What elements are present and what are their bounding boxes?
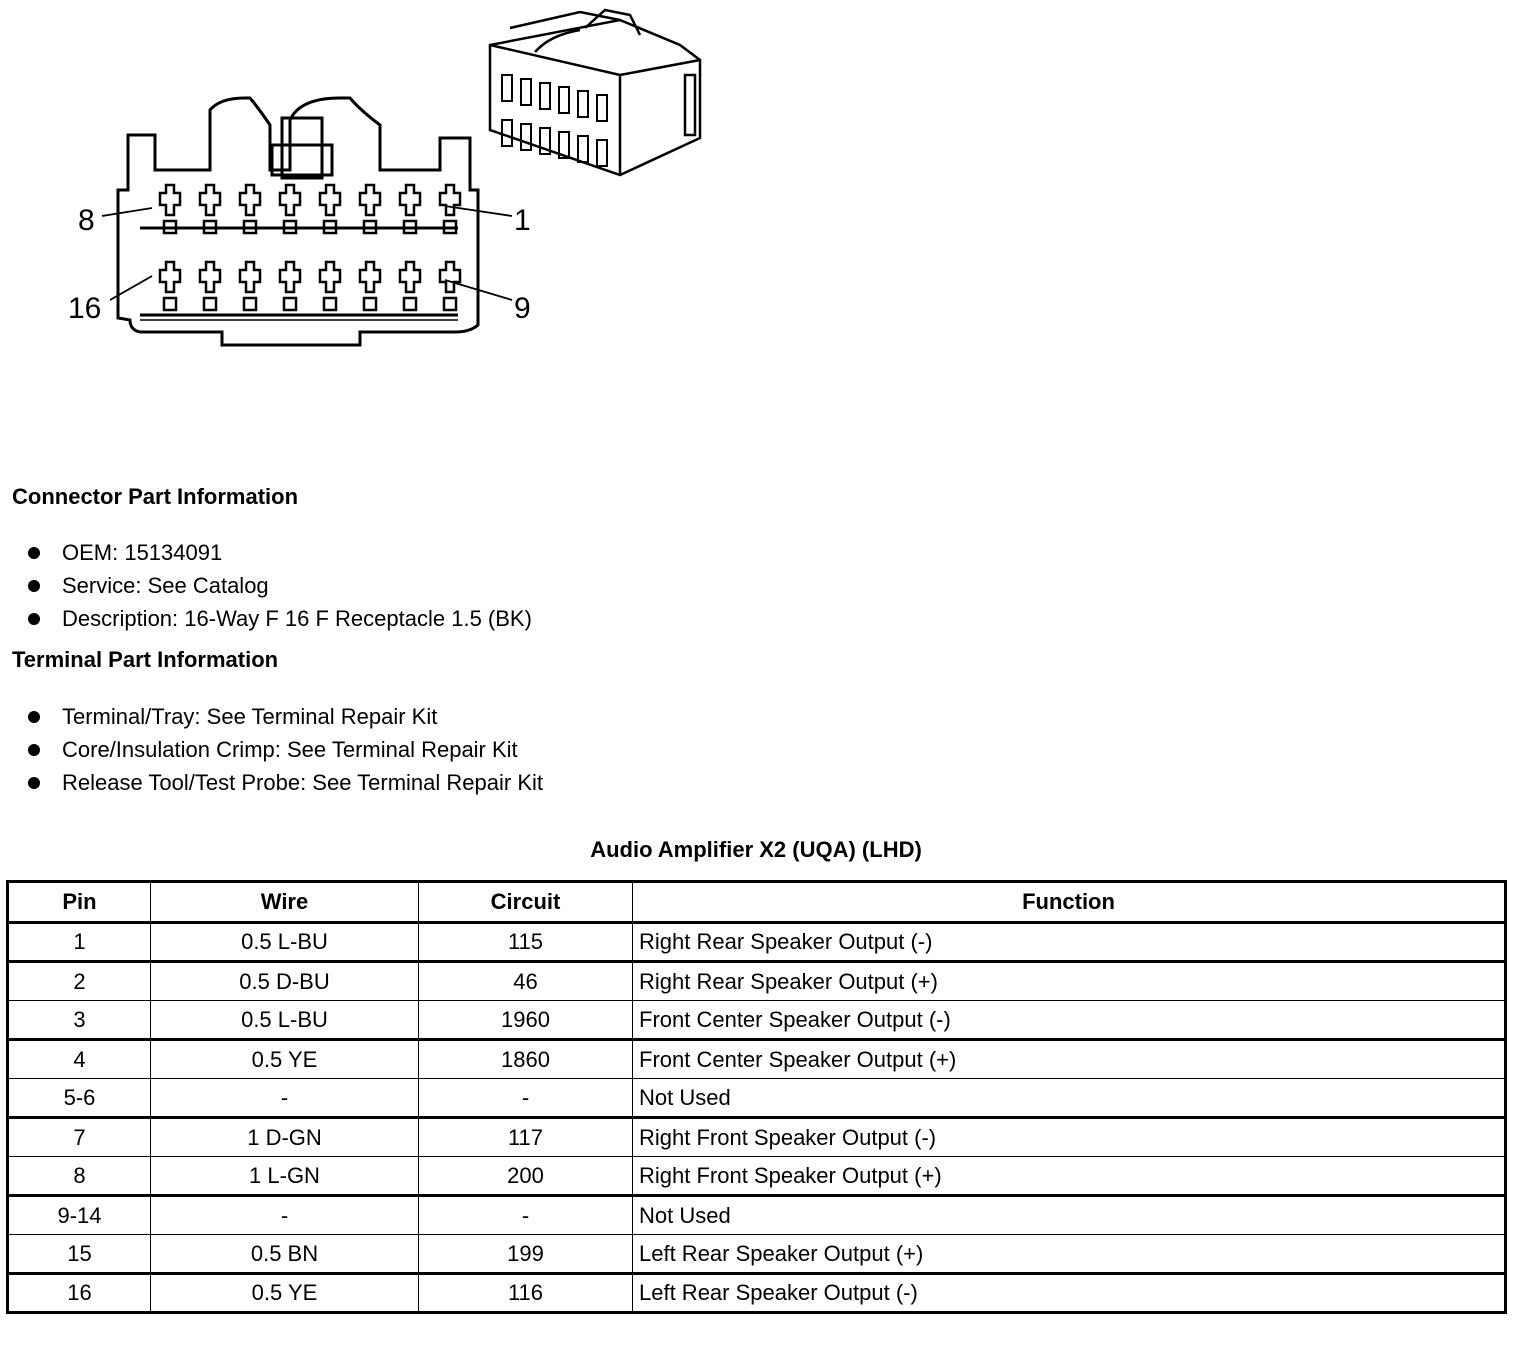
pin-label-8: 8 [78,204,95,237]
iso-terminal [521,124,531,150]
list-item [28,733,543,766]
column-header-circuit: Circuit [419,882,633,923]
pinout-table [6,880,1507,1314]
cell-wire: 0.5 L-BU [151,1001,419,1040]
table-row [8,1274,1506,1313]
cell-circuit: 116 [419,1274,633,1313]
cell-circuit: - [419,1079,633,1118]
terminal-cavity [320,262,340,292]
connector-drawing [60,0,740,370]
terminal-cavity [360,262,380,292]
terminal-cavity [400,185,420,215]
terminal-release-tool: Release Tool/Test Probe: See Terminal Repair Kit [62,770,543,795]
terminal-cavity [400,262,420,292]
cell-wire: 0.5 L-BU [151,923,419,962]
iso-terminal [502,75,512,101]
terminal-cavity [240,185,260,215]
bullet-icon [28,547,40,559]
terminal-info-heading: Terminal Part Information [12,647,279,672]
bullet-icon [28,744,40,756]
list-item [28,569,532,602]
connector-description: Description: 16-Way F 16 F Receptacle 1.5 (BK) [62,606,532,631]
connector-oem: OEM: 15134091 [62,540,223,565]
table-row [8,1118,1506,1157]
cell-circuit: 199 [419,1235,633,1274]
cell-pin: 5-6 [8,1079,151,1118]
cell-wire: 0.5 BN [151,1235,419,1274]
column-header-function: Function [633,882,1506,923]
cell-circuit: - [419,1196,633,1235]
terminal-slot [204,298,216,310]
cell-wire: 1 L-GN [151,1157,419,1196]
cell-function: Front Center Speaker Output (+) [633,1040,1506,1079]
cell-pin: 8 [8,1157,151,1196]
column-header-wire: Wire [151,882,419,923]
cell-circuit: 1960 [419,1001,633,1040]
terminal-slot [364,298,376,310]
connector-info-heading: Connector Part Information [12,484,299,509]
cell-function: Right Front Speaker Output (+) [633,1157,1506,1196]
pin-label-16: 16 [68,292,102,325]
table-body [8,923,1506,1313]
terminal-slot [324,298,336,310]
terminal-cavity [320,185,340,215]
terminal-cavity [160,185,180,215]
connector-illustration [60,0,740,370]
cell-pin: 3 [8,1001,151,1040]
iso-terminal [540,83,550,109]
terminal-cavity [440,185,460,215]
column-header-pin: Pin [8,882,151,923]
cell-function: Right Front Speaker Output (-) [633,1118,1506,1157]
table-row [8,1079,1506,1118]
terminal-slot [164,298,176,310]
cell-pin: 1 [8,923,151,962]
table-row [8,1001,1506,1040]
cell-pin: 2 [8,962,151,1001]
iso-terminal [521,79,531,105]
terminal-cavity [160,262,180,292]
cell-wire: 0.5 D-BU [151,962,419,1001]
bullet-icon [28,711,40,723]
terminal-cavity [200,262,220,292]
list-item [28,536,532,569]
cell-circuit: 117 [419,1118,633,1157]
cell-circuit: 115 [419,923,633,962]
table-row [8,1157,1506,1196]
cell-circuit: 46 [419,962,633,1001]
list-item [28,766,543,799]
pin-label-1: 1 [514,204,531,237]
cell-circuit: 200 [419,1157,633,1196]
table-row [8,1196,1506,1235]
cell-pin: 4 [8,1040,151,1079]
connector-info-list [28,536,532,635]
terminal-cavity [440,262,460,292]
list-item [28,602,532,635]
bullet-icon [28,613,40,625]
terminal-tray: Terminal/Tray: See Terminal Repair Kit [62,704,438,729]
cell-wire: - [151,1079,419,1118]
terminal-crimp: Core/Insulation Crimp: See Terminal Repair Kit [62,737,518,762]
cell-pin: 16 [8,1274,151,1313]
terminal-slot [404,298,416,310]
bullet-icon [28,777,40,789]
terminal-cavity [200,185,220,215]
iso-terminal [578,91,588,117]
terminal-slot [284,298,296,310]
terminal-slot [244,298,256,310]
cell-function: Left Rear Speaker Output (+) [633,1235,1506,1274]
terminal-info-list [28,700,543,799]
cell-circuit: 1860 [419,1040,633,1079]
cell-function: Left Rear Speaker Output (-) [633,1274,1506,1313]
cell-function: Not Used [633,1196,1506,1235]
table-row [8,962,1506,1001]
cell-wire: 1 D-GN [151,1118,419,1157]
table-row [8,923,1506,962]
cell-function: Not Used [633,1079,1506,1118]
pin-label-9: 9 [514,292,531,325]
bullet-icon [28,580,40,592]
cell-function: Front Center Speaker Output (-) [633,1001,1506,1040]
table-row [8,1040,1506,1079]
cell-pin: 15 [8,1235,151,1274]
terminal-cavity [280,185,300,215]
table-title: Audio Amplifier X2 (UQA) (LHD) [590,837,922,862]
list-item [28,700,543,733]
terminal-cavity [360,185,380,215]
iso-terminal [597,95,607,121]
cell-wire: 0.5 YE [151,1040,419,1079]
iso-terminal [502,120,512,146]
terminal-cavity [240,262,260,292]
table-row [8,1235,1506,1274]
cell-pin: 9-14 [8,1196,151,1235]
cell-wire: 0.5 YE [151,1274,419,1313]
table-header-row [8,882,1506,923]
cell-pin: 7 [8,1118,151,1157]
iso-terminal [597,140,607,166]
cell-function: Right Rear Speaker Output (-) [633,923,1506,962]
terminal-slot [444,298,456,310]
terminal-cavity [280,262,300,292]
iso-terminal [578,136,588,162]
iso-terminal [559,87,569,113]
connector-service: Service: See Catalog [62,573,269,598]
cell-function: Right Rear Speaker Output (+) [633,962,1506,1001]
cell-wire: - [151,1196,419,1235]
